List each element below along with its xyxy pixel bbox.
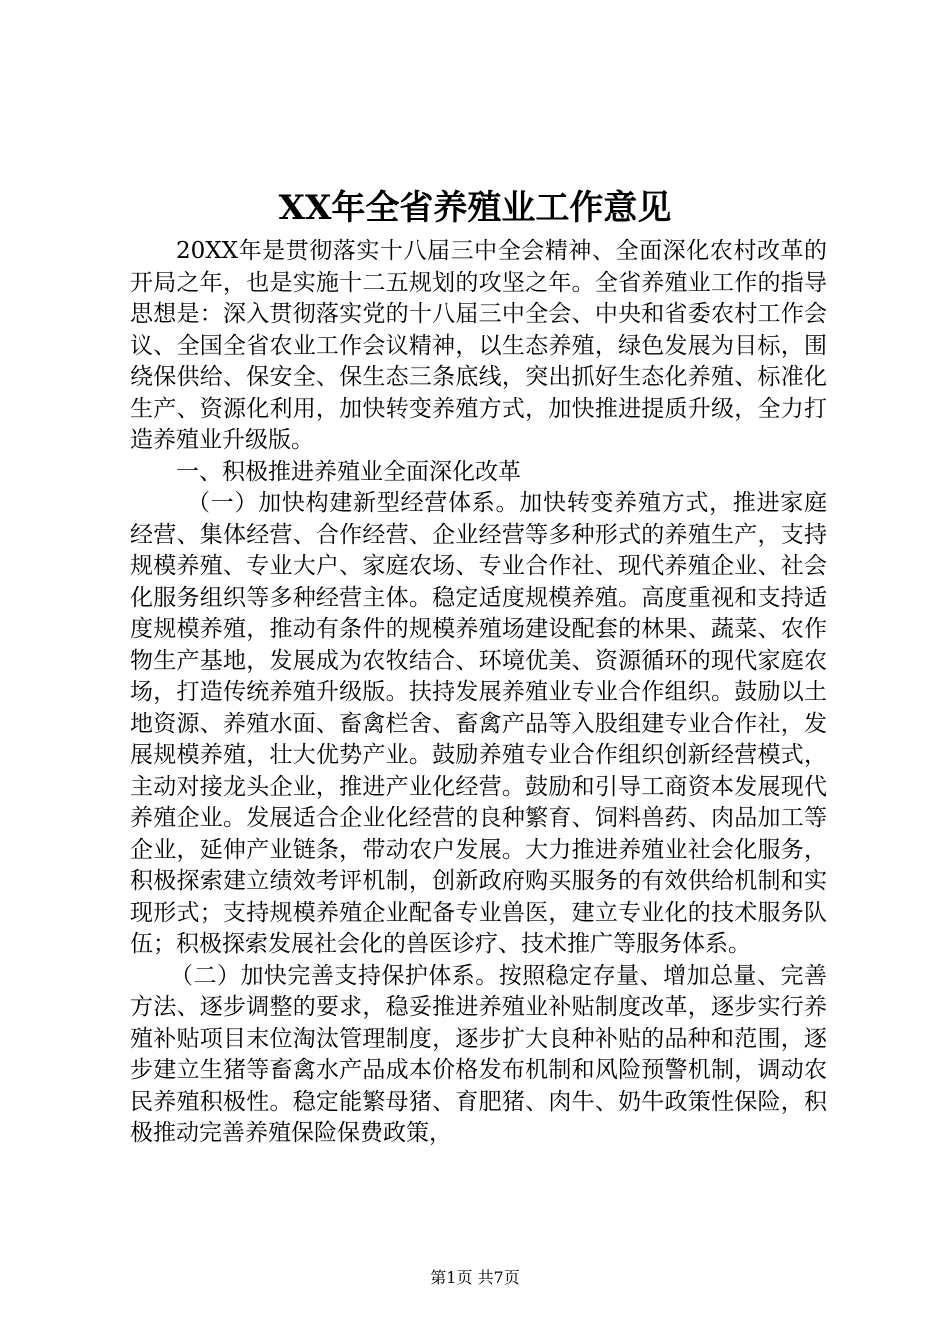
subsection-paragraph-1: （一）加快构建新型经营体系。加快转变养殖方式，推进家庭经营、集体经营、合作经营、企业经营等多种形式的养殖生产，支持规模养殖、专业大户、家庭农场、专业合作社、现代养殖企业、社会化服务组织等多种经营主体。稳定适度规模养殖。高度重视和支持适度规模养殖，推动有条件的规模养殖场建设配套的林果、蔬菜、农作物生产基地，发展成为农牧结合、环境优美、资源循环的现代家庭农场，打造传统养殖升级版。扶持发展养殖业专业合作组织。鼓励以土地资源、养殖水面、畜禽栏舍、畜禽产品等入股组建专业合作社，发展规模养殖，壮大优势产业。鼓励养殖专业合作组织创新经营模式，主动对接龙头企业，推进产业化经营。鼓励和引导工商资本发展现代养殖企业。发展适合企业化经营的良种繁育、饲料兽药、肉品加工等企业，延伸产业链条，带动农户发展。大力推进养殖业社会化服务，积极探索建立绩效考评机制，创新政府购买服务的有效供给机制和实现形式；支持规模养殖企业配备专业兽医，建立专业化的技术服务队伍；积极探索发展社会化的兽医诊疗、技术推广等服务体系。 [130, 490, 827, 957]
page-footer: 第1页 共7页 [430, 1268, 520, 1287]
subsection-paragraph-2: （二）加快完善支持保护体系。按照稳定存量、增加总量、完善方法、逐步调整的要求，稳妥推进养殖业补贴制度改革，逐步实行养殖补贴项目末位淘汰管理制度，逐步扩大良种补贴的品种和范围，逐步建立生猪等畜禽水产品成本价格发布机制和风险预警机制，调动农民养殖积极性。稳定能繁母猪、育肥猪、肉牛、奶牛政策性保险，积极推动完善养殖保险保费政策， [130, 962, 827, 1146]
intro-paragraph: 20XX年是贯彻落实十八届三中全会精神、全面深化农村改革的开局之年，也是实施十二五规划的攻坚之年。全省养殖业工作的指导思想是：深入贯彻落实党的十八届三中全会、中央和省委农村工作会议、全国全省农业工作会议精神，以生态养殖，绿色发展为目标，围绕保供给、保安全、保生态三条底线，突出抓好生态化养殖、标准化生产、资源化利用，加快转变养殖方式，加快推进提质升级，全力打造养殖业升级版。 [130, 238, 827, 453]
document-title: XX年全省养殖业工作意见 [278, 188, 672, 228]
section-heading: 一、积极推进养殖业全面深化改革 [176, 458, 521, 485]
document-body [130, 236, 827, 1150]
